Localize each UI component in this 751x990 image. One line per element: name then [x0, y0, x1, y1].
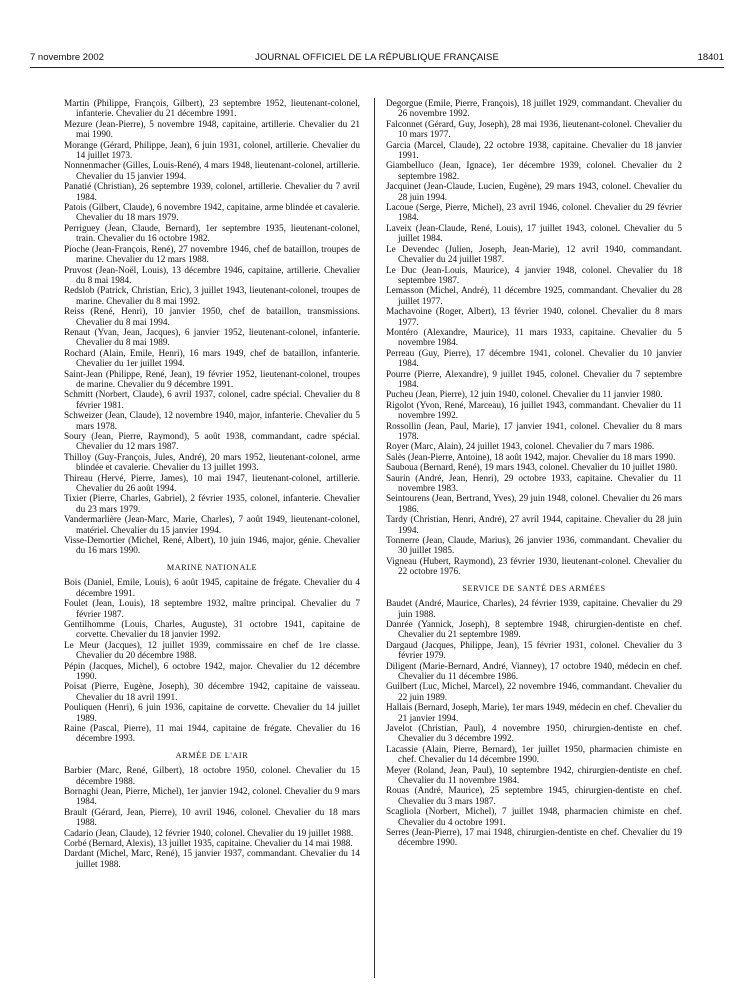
- page-number: 18401: [697, 52, 724, 63]
- entry-list: [64, 766, 360, 870]
- list-item: Martin (Philippe, François, Gilbert), 23 septembre 1952, lieutenant-colonel, infanterie. Chevalier du 21 décembre 1991.: [64, 99, 360, 120]
- list-item: Jacquinet (Jean-Claude, Lucien, Eugène), 29 mars 1943, colonel. Chevalier du 28 juin 1994.: [386, 182, 682, 203]
- publication-date: 7 novembre 2002: [30, 52, 104, 63]
- list-item: Morange (Gérard, Philippe, Jean), 6 juin 1931, colonel, artillerie. Chevalier du 14 juillet 1973.: [64, 140, 360, 162]
- list-item: Foulet (Jean, Louis), 18 septembre 1932, maître principal. Chevalier du 7 février 1987.: [64, 599, 360, 620]
- list-item: Rigolot (Yvon, René, Marceau), 16 juillet 1943, commandant. Chevalier du 11 novembre 1992.: [386, 400, 682, 422]
- list-item: Degorgue (Emile, Pierre, François), 18 juillet 1929, commandant. Chevalier du 26 novembre 1992.: [386, 99, 682, 120]
- list-item: Le Duc (Jean-Louis, Maurice), 4 janvier 1948, colonel. Chevalier du 18 septembre 1987.: [386, 265, 682, 286]
- list-item: Rochard (Alain, Emile, Henri), 16 mars 1949, chef de bataillon, infanterie. Chevalier du 1er juillet 1994.: [64, 348, 360, 370]
- list-item: Vigneau (Hubert, Raymond), 23 février 1930, lieutenant-colonel. Chevalier du 22 octobre 1976.: [386, 556, 682, 578]
- list-item: Diligent (Marie-Bernard, André, Vianney), 17 octobre 1940, médecin en chef. Chevalier du 11 décembre 1986.: [386, 661, 682, 682]
- list-item: Danrée (Yannick, Joseph), 8 septembre 1948, chirurgien-dentiste en chef. Chevalier du 21 septembre 1989.: [386, 619, 682, 641]
- section-heading-air: ARMÉE DE L'AIR: [175, 750, 249, 760]
- list-item: Hallais (Bernard, Joseph, Marie), 1er mars 1949, médecin en chef. Chevalier du 21 janvier 1994.: [386, 703, 682, 724]
- list-item: Vandermarlière (Jean-Marc, Marie, Charles), 7 août 1949, lieutenant-colonel, matériel. Chevalier du 15 janvier 1994.: [64, 515, 360, 536]
- list-item: Saurin (André, Jean, Henri), 29 octobre 1933, capitaine. Chevalier du 11 novembre 1983.: [386, 473, 682, 495]
- list-item: Scagliola (Norbert, Michel), 7 juillet 1948, pharmacien chimiste en chef. Chevalier du 4 octobre 1991.: [386, 807, 682, 828]
- list-item: Lemasson (Michel, André), 11 décembre 1925, commandant. Chevalier du 28 juillet 1977.: [386, 286, 682, 307]
- list-item: Tixier (Pierre, Charles, Gabriel), 2 février 1935, colonel, infanterie. Chevalier du 23 mars 1979.: [64, 494, 360, 515]
- list-item: Giambelluco (Jean, Ignace), 1er décembre 1939, colonel. Chevalier du 2 septembre 1982.: [386, 161, 682, 182]
- list-item: Lacoue (Serge, Pierre, Michel), 23 avril 1946, colonel. Chevalier du 29 février 1984.: [386, 203, 682, 224]
- list-item: Falconnet (Gérard, Guy, Joseph), 28 mai 1936, lieutenant-colonel. Chevalier du 10 mars 1977.: [386, 119, 682, 141]
- list-item: Pourre (Pierre, Alexandre), 9 juillet 1945, colonel. Chevalier du 7 septembre 1984.: [386, 369, 682, 390]
- list-item: Guilbert (Luc, Michel, Marcel), 22 novembre 1946, commandant. Chevalier du 22 juin 1989.: [386, 682, 682, 703]
- section-heading-marine: MARINE NATIONALE: [166, 562, 258, 572]
- list-item: Dardant (Michel, Marc, René), 15 janvier 1937, commandant. Chevalier du 14 juillet 1988.: [64, 849, 360, 870]
- list-item: Redslob (Patrick, Christian, Eric), 3 juillet 1943, lieutenant-colonel, troupes de marine. Chevalier du 8 mai 1992.: [64, 286, 360, 307]
- entry-list: [64, 99, 360, 557]
- list-item: Patois (Gilbert, Claude), 6 novembre 1942, capitaine, arme blindée et cavalerie. Chevalier du 18 mars 1979.: [64, 203, 360, 224]
- list-item: Poisat (Pierre, Eugène, Joseph), 30 décembre 1942, capitaine de vaisseau. Chevalier du 18 avril 1991.: [64, 682, 360, 703]
- list-item: Rouas (André, Maurice), 25 septembre 1945, chirurgien-dentiste en chef. Chevalier du 3 mars 1987.: [386, 786, 682, 807]
- list-item: Le Meur (Jacques), 12 juillet 1939, commissaire en chef de 1re classe. Chevalier du 20 décembre 1988.: [64, 640, 360, 662]
- list-item: Schweizer (Jean, Claude), 12 novembre 1940, major, infanterie. Chevalier du 5 mars 1978.: [64, 411, 360, 432]
- list-item: Dargaud (Jacques, Philippe, Jean), 15 février 1931, colonel. Chevalier du 3 février 1979.: [386, 640, 682, 662]
- journal-title: JOURNAL OFFICIEL DE LA RÉPUBLIQUE FRANÇAISE: [255, 52, 499, 63]
- list-item: Seintourens (Jean, Bertrand, Yves), 29 juin 1948, colonel. Chevalier du 26 mars 1986.: [386, 494, 682, 515]
- list-item: Garcia (Marcel, Claude), 22 octobre 1938, capitaine. Chevalier du 18 janvier 1991.: [386, 140, 682, 162]
- list-item: Brault (Gérard, Jean, Pierre), 10 avril 1946, colonel. Chevalier du 18 mars 1988.: [64, 807, 360, 829]
- entry-list: [64, 578, 360, 745]
- list-item: Perriguey (Jean, Claude, Bernard), 1er septembre 1935, lieutenant-colonel, train. Chevalier du 16 octobre 1982.: [64, 223, 360, 245]
- list-item: Montéro (Alexandre, Maurice), 11 mars 1933, capitaine. Chevalier du 5 novembre 1984.: [386, 327, 682, 349]
- list-item: Barbier (Marc, René, Gilbert), 18 octobre 1950, colonel. Chevalier du 15 décembre 1988.: [64, 766, 360, 787]
- list-item: Pruvost (Jean-Noël, Louis), 13 décembre 1946, capitaine, artillerie. Chevalier du 8 mai 1984.: [64, 265, 360, 286]
- list-item: Lacassie (Alain, Pierre, Bernard), 1er juillet 1950, pharmacien chimiste en chef. Chevalier du 14 décembre 1990.: [386, 744, 682, 766]
- list-item: Le Devendec (Julien, Joseph, Jean-Marie), 12 avril 1940, commandant. Chevalier du 24 juillet 1987.: [386, 244, 682, 266]
- list-item: Reiss (René, Henri), 10 janvier 1950, chef de bataillon, transmissions. Chevalier du 8 mai 1994.: [64, 307, 360, 328]
- left-column: [64, 99, 360, 870]
- column-divider: [374, 98, 375, 978]
- list-item: Tardy (Christian, Henri, André), 27 avril 1944, capitaine. Chevalier du 28 juin 1994.: [386, 515, 682, 536]
- list-item: Pépin (Jacques, Michel), 6 octobre 1942, major. Chevalier du 12 décembre 1990.: [64, 661, 360, 682]
- list-item: Thilloy (Guy-François, Jules, André), 20 mars 1952, lieutenant-colonel, arme blindée et cavalerie. Chevalier du 13 juillet 1993.: [64, 452, 360, 474]
- list-item: Pucheu (Jean, Pierre), 12 juin 1940, colonel. Chevalier du 11 janvier 1980.: [386, 390, 663, 401]
- list-item: Cadario (Jean, Claude), 12 février 1940, colonel. Chevalier du 19 juillet 1988.: [64, 828, 354, 839]
- list-item: Sauboua (Bernard, René), 19 mars 1943, colonel. Chevalier du 10 juillet 1980.: [386, 463, 678, 474]
- list-item: Meyer (Roland, Jean, Paul), 10 septembre 1942, chirurgien-dentiste en chef. Chevalier du 11 novembre 1984.: [386, 765, 682, 786]
- entry-list: [386, 599, 682, 849]
- list-item: Pioche (Jean-François, René), 27 novembre 1946, chef de bataillon, troupes de marine. Chevalier du 12 mars 1988.: [64, 244, 360, 266]
- list-item: Raine (Pascal, Pierre), 11 mai 1944, capitaine de frégate. Chevalier du 16 décembre 1993.: [64, 723, 360, 745]
- list-item: Soury (Jean, Pierre, Raymond), 5 août 1938, commandant, cadre spécial. Chevalier du 12 mars 1987.: [64, 432, 360, 453]
- list-item: Salès (Jean-Pierre, Antoine), 18 août 1942, major. Chevalier du 18 mars 1990.: [386, 452, 676, 463]
- page-header: [30, 52, 724, 66]
- list-item: Rossollin (Jean, Paul, Marie), 17 janvier 1941, colonel. Chevalier du 8 mars 1978.: [386, 421, 682, 442]
- right-column: [386, 99, 682, 849]
- list-item: Javelot (Christian, Paul), 4 novembre 1950, chirurgien-dentiste en chef. Chevalier du 3 décembre 1992.: [386, 723, 682, 745]
- list-item: Visse-Demortier (Michel, René, Albert), 10 juin 1946, major, génie. Chevalier du 16 mars 1990.: [64, 536, 360, 557]
- list-item: Royer (Marc, Alain), 24 juillet 1943, colonel. Chevalier du 7 mars 1986.: [386, 442, 655, 453]
- list-item: Nonnenmacher (Gilles, Louis-René), 4 mars 1948, lieutenant-colonel, artillerie. Chevalier du 15 janvier 1994.: [64, 161, 360, 182]
- list-item: Perreau (Guy, Pierre), 17 décembre 1941, colonel. Chevalier du 10 janvier 1984.: [386, 348, 682, 370]
- list-item: Machavoine (Roger, Albert), 13 février 1940, colonel. Chevalier du 8 mars 1977.: [386, 307, 682, 328]
- list-item: Tonnerre (Jean, Claude, Marius), 26 janvier 1936, commandant. Chevalier du 30 juillet 1985.: [386, 536, 682, 557]
- list-item: Corbé (Bernard, Alexis), 13 juillet 1935, capitaine. Chevalier du 14 mai 1988.: [64, 839, 353, 850]
- entry-list: [386, 99, 682, 578]
- list-item: Pouliquen (Henri), 6 juin 1936, capitaine de corvette. Chevalier du 14 juillet 1989.: [64, 703, 360, 724]
- list-item: Laveix (Jean-Claude, René, Louis), 17 juillet 1943, colonel. Chevalier du 5 juillet 1984.: [386, 223, 682, 245]
- list-item: Gentilhomme (Louis, Charles, Auguste), 31 octobre 1941, capitaine de corvette. Chevalier du 18 janvier 1992.: [64, 619, 360, 641]
- list-item: Bois (Daniel, Emile, Louis), 6 août 1945, capitaine de frégate. Chevalier du 4 décembre 1991.: [64, 578, 360, 599]
- list-item: Mezure (Jean-Pierre), 5 novembre 1948, capitaine, artillerie. Chevalier du 21 mai 1990.: [64, 119, 360, 141]
- list-item: Bornaghi (Jean, Pierre, Michel), 1er janvier 1942, colonel. Chevalier du 9 mars 1984.: [64, 787, 360, 808]
- list-item: Baudet (André, Maurice, Charles), 24 février 1939, capitaine. Chevalier du 29 juin 1988.: [386, 599, 682, 620]
- section-heading-sante: SERVICE DE SANTÉ DES ARMÉES: [462, 583, 606, 593]
- list-item: Saint-Jean (Philippe, René, Jean), 19 février 1952, lieutenant-colonel, troupes de marine. Chevalier du 9 décembre 1991.: [64, 369, 360, 390]
- list-item: Serres (Jean-Pierre), 17 mai 1948, chirurgien-dentiste en chef. Chevalier du 19 décembre 1990.: [386, 828, 682, 849]
- header-rule: [30, 67, 724, 68]
- list-item: Panatié (Christian), 26 septembre 1939, colonel, artillerie. Chevalier du 7 avril 1984.: [64, 182, 360, 203]
- list-item: Thireau (Hervé, Pierre, James), 10 mai 1947, lieutenant-colonel, artillerie. Chevalier du 26 août 1994.: [64, 473, 360, 495]
- list-item: Renaut (Yvan, Jean, Jacques), 6 janvier 1952, lieutenant-colonel, infanterie. Chevalier du 8 mai 1989.: [64, 327, 360, 349]
- list-item: Schmitt (Norbert, Claude), 6 avril 1937, colonel, cadre spécial. Chevalier du 8 février 1981.: [64, 390, 360, 411]
